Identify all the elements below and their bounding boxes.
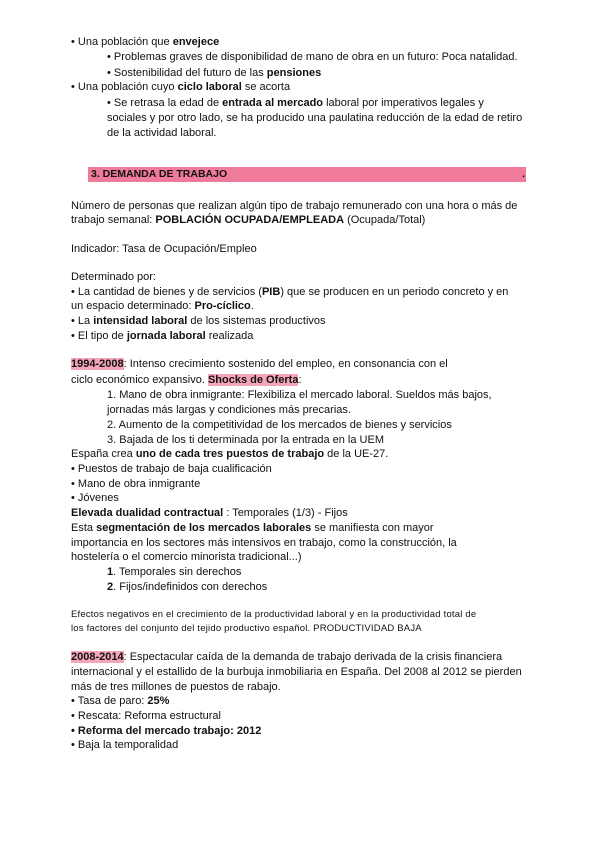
- numbered-item: [107, 565, 241, 579]
- text: • Puestos de trabajo de baja cualificación: [71, 463, 272, 475]
- text: (Ocupada/Total): [344, 214, 426, 226]
- text: Determinado por:: [71, 271, 156, 283]
- text: • Una población que: [71, 36, 173, 48]
- text: • Problemas graves de disponibilidad de mano de obra en un futuro: Poca natalidad.: [107, 51, 518, 63]
- bold-text: segmentación de los mercados laborales: [96, 522, 312, 534]
- paragraph-line: [107, 126, 216, 140]
- text: de los sistemas productivos: [187, 315, 326, 327]
- bold-text: entrada al mercado: [222, 97, 324, 109]
- bold-text: POBLACIÓN OCUPADA/EMPLEADA: [155, 214, 345, 226]
- list-item: [71, 724, 261, 738]
- text: • Tasa de paro:: [71, 695, 148, 707]
- text: Efectos negativos en el crecimiento de la productividad laboral y en la productividad total de: [71, 609, 477, 620]
- text: .: [250, 300, 254, 312]
- paragraph-line: [71, 199, 517, 213]
- bold-text: 25%: [147, 695, 170, 707]
- bold-text: • Reforma del mercado trabajo: 2012: [71, 725, 262, 737]
- bold-text: jornada laboral: [126, 330, 206, 342]
- text: hostelería o el comercio minorista tradicional...): [71, 551, 302, 563]
- bold-number: 1: [107, 566, 114, 578]
- paragraph-line: [71, 521, 434, 535]
- paragraph-line: [71, 650, 502, 664]
- text: se manifiesta con mayor: [311, 522, 434, 534]
- text: un espacio determinado:: [71, 300, 195, 312]
- sub-list-item: [107, 66, 321, 80]
- section-heading: [88, 167, 526, 182]
- text: internacional y el estallido de la burbuja inmobiliaria en España. Del 2008 al 2012 se pierden: [71, 666, 522, 678]
- text: más de tres millones de puestos de rabajo.: [71, 681, 281, 693]
- sub-list-item: [107, 50, 518, 64]
- bold-text: Pro-cíclico: [194, 300, 251, 312]
- text: • La: [71, 315, 94, 327]
- numbered-item: [107, 418, 452, 432]
- indicator-line: [71, 242, 257, 256]
- list-item: [71, 491, 119, 505]
- numbered-item: [107, 580, 267, 594]
- bold-text: pensiones: [266, 67, 322, 79]
- list-item: [71, 462, 272, 476]
- paragraph-line: [71, 447, 388, 461]
- text: Indicador: Tasa de Ocupación/Empleo: [71, 243, 257, 255]
- paragraph-line: [71, 506, 348, 520]
- paragraph-line: [71, 373, 302, 387]
- bold-text: Elevada dualidad contractual: [71, 507, 224, 519]
- numbered-item: [107, 388, 492, 402]
- text: jornadas más largas y condiciones más precarias.: [107, 404, 351, 416]
- text: • El tipo de: [71, 330, 127, 342]
- text: • La cantidad de bienes y de servicios (: [71, 286, 262, 298]
- text: 1. Mano de obra inmigrante: Flexibiliza el mercado laboral. Sueldos más bajos,: [107, 389, 492, 401]
- list-item-ciclo-laboral: [71, 80, 290, 94]
- text: 2. Aumento de la competitividad de los mercados de bienes y servicios: [107, 419, 452, 431]
- list-item: [71, 477, 200, 491]
- bold-number: 2: [107, 581, 114, 593]
- text: : Temporales (1/3) - Fijos: [223, 507, 348, 519]
- list-item: [71, 329, 253, 343]
- sub-list-item: [107, 96, 484, 110]
- text: • Una población cuyo: [71, 81, 178, 93]
- text: . Temporales sin derechos: [113, 566, 242, 578]
- paragraph-line: [71, 550, 301, 564]
- text: importancia en los sectores más intensivos en trabajo, como la construcción, la: [71, 537, 457, 549]
- numbered-item: [107, 433, 384, 447]
- text: : Intenso crecimiento sostenido del empleo, en consonancia con el: [123, 358, 448, 370]
- highlighted-years: 1994-2008: [71, 358, 124, 370]
- text: ciclo económico expansivo.: [71, 374, 208, 386]
- text: los factores del conjunto del tejido productivo español. PRODUCTIVIDAD BAJA: [71, 623, 422, 634]
- paragraph-line: [107, 403, 351, 417]
- list-item: [71, 738, 178, 752]
- highlighted-years: 2008-2014: [71, 651, 124, 663]
- bold-text: intensidad laboral: [93, 315, 188, 327]
- text: . Fijos/indefinidos con derechos: [113, 581, 268, 593]
- text: • Mano de obra inmigrante: [71, 478, 201, 490]
- text: se acorta: [241, 81, 291, 93]
- text: España crea: [71, 448, 136, 460]
- list-item: [71, 314, 326, 328]
- text: • Jóvenes: [71, 492, 119, 504]
- text: laboral por imperativos legales y: [323, 97, 484, 109]
- text: • Se retrasa la edad de: [107, 97, 223, 109]
- text: de la actividad laboral.: [107, 127, 217, 139]
- text: 3. Bajada de los ti determinada por la entrada en la UEM: [107, 434, 384, 446]
- bold-text: envejece: [172, 36, 220, 48]
- paragraph-line: [71, 357, 448, 371]
- paragraph-line: [71, 213, 425, 227]
- bold-text: ciclo laboral: [177, 81, 242, 93]
- text: • Sostenibilidad del futuro de las: [107, 67, 267, 79]
- paragraph-line: [71, 270, 156, 284]
- paragraph-line: [71, 680, 281, 694]
- text: sociales y por otro lado, se ha producido una paulatina reducción de la edad de retiro: [107, 112, 523, 124]
- text: trabajo semanal:: [71, 214, 156, 226]
- text: de la UE-27.: [324, 448, 389, 460]
- text: Número de personas que realizan algún tipo de trabajo remunerado con una hora o más de: [71, 200, 518, 212]
- list-item: [71, 709, 221, 723]
- text: ) que se producen en un periodo concreto y en: [280, 286, 509, 298]
- bold-text: PIB: [261, 286, 281, 298]
- text: • Rescata: Reforma estructural: [71, 710, 221, 722]
- section-dot: .: [522, 168, 525, 180]
- text: realizada: [205, 330, 254, 342]
- paragraph-line: [71, 299, 254, 313]
- highlighted-text: Shocks de Oferta: [207, 374, 299, 386]
- section-title: 3. DEMANDA DE TRABAJO: [91, 168, 228, 180]
- paragraph-line: [71, 665, 522, 679]
- paragraph-line: [107, 111, 522, 125]
- paragraph-line: [71, 536, 457, 550]
- list-item-envejece: [71, 35, 219, 49]
- paragraph-line: [71, 608, 476, 622]
- text: • Baja la temporalidad: [71, 739, 179, 751]
- list-item: [71, 694, 169, 708]
- bold-text: uno de cada tres puestos de trabajo: [135, 448, 325, 460]
- text: : Espectacular caída de la demanda de trabajo derivada de la crisis financiera: [123, 651, 503, 663]
- list-item: [71, 285, 508, 299]
- paragraph-line: [71, 622, 422, 636]
- text: :: [298, 374, 302, 386]
- text: Esta: [71, 522, 97, 534]
